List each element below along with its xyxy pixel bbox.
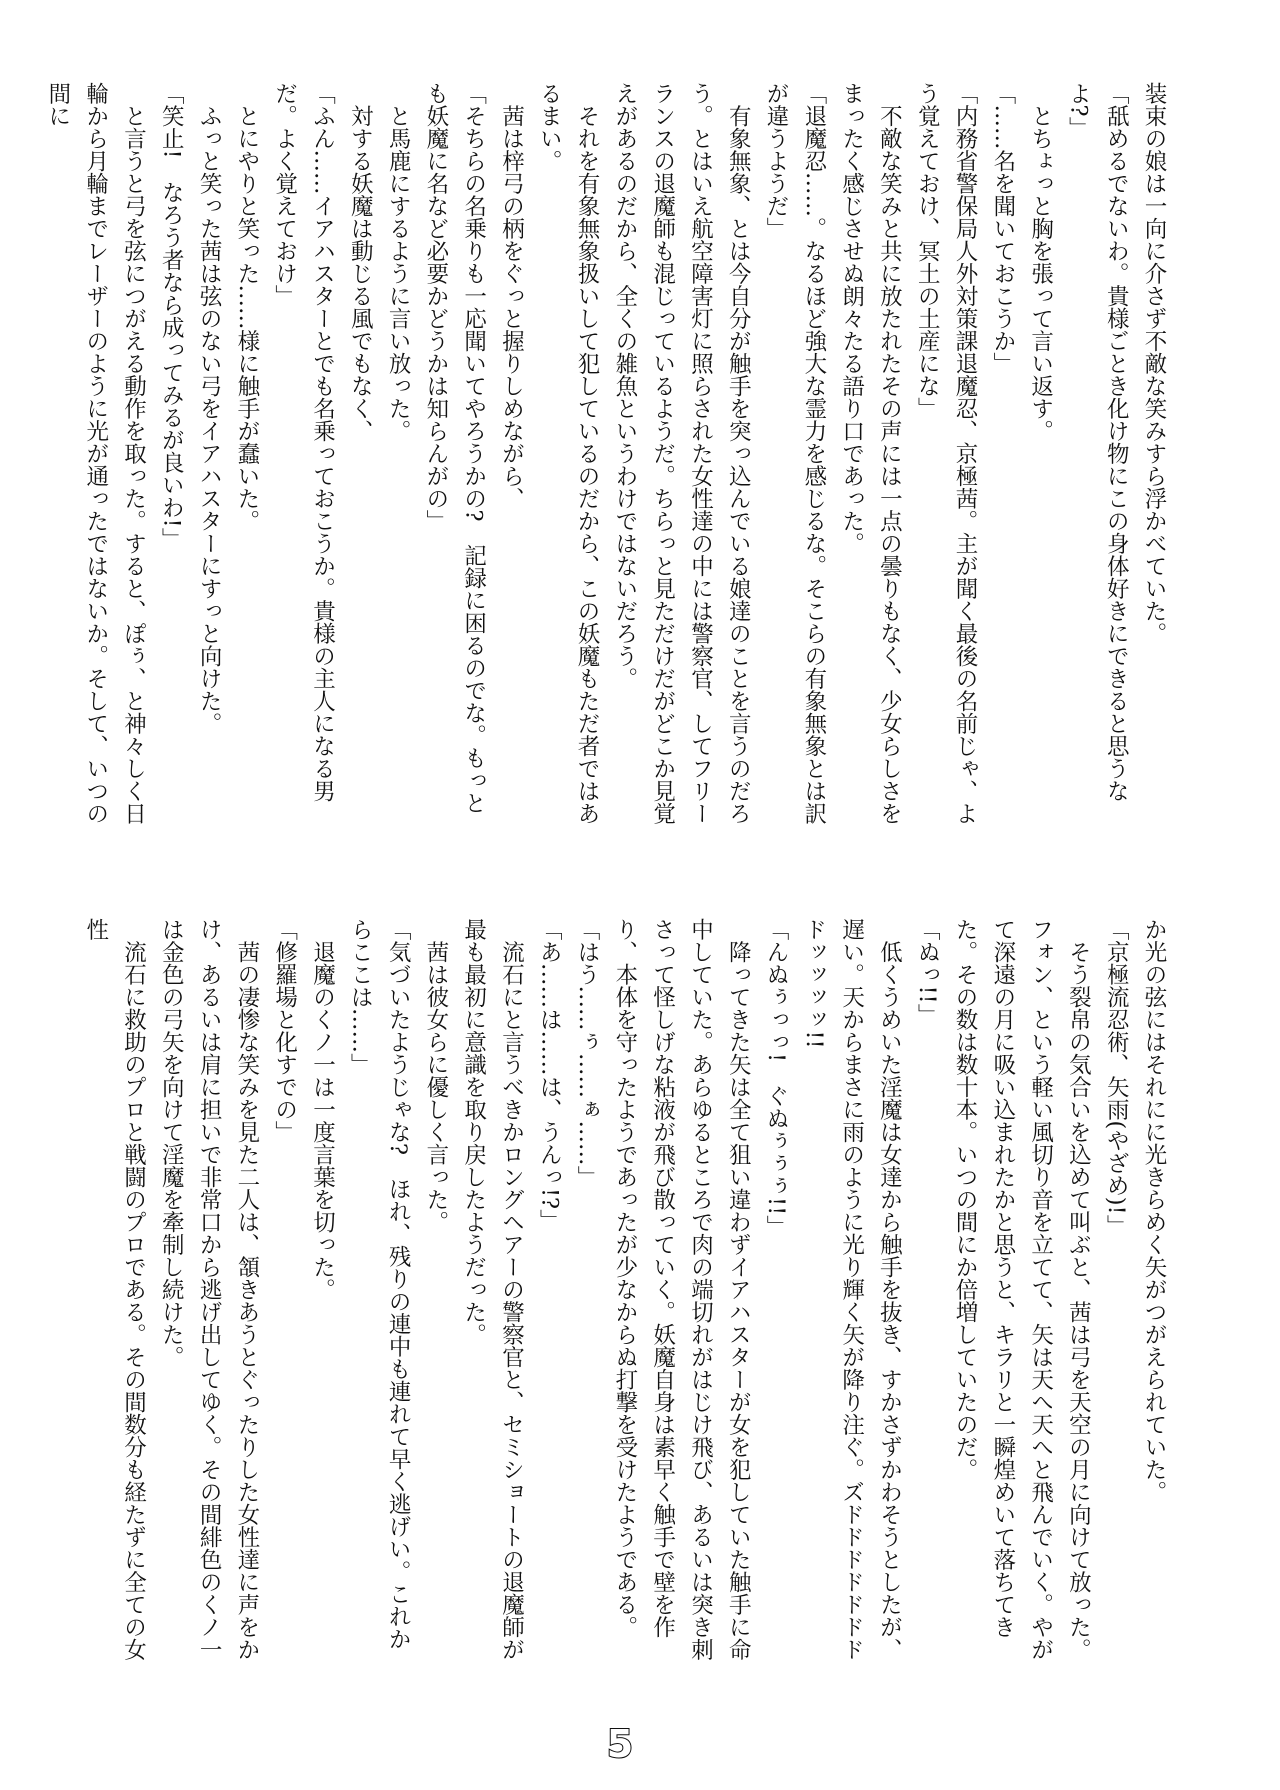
page-number: 5 <box>606 1722 634 1766</box>
upper-text-block: 装束の娘は一向に介さず不敵な笑みすら浮かべていた。 「舐めるでないわ。貴様ごとき化け物にこの身体好きにできると思うなよ?」 とちょっと胸を張って言い返す。 「……名を聞いておこうか」 「内務省警保局人外対策課退魔忍、京極茜。主が聞く最後の名前じゃ、よう覚えておけ、冥土の土産にな」 不敵な笑みと共に放たれたその声には一点の曇りもなく、少女らしさをまったく感じさせぬ朗々たる語り口であった。 「退魔忍……。なるほど強大な霊力を感じるな。そこらの有象無象とは訳が違うようだ」 有象無象、とは今自分が触手を突っ込んでいる娘達のことを言うのだろう。とはいえ航空障害灯に照らされた女性達の中には警察官、してフリーランスの退魔師も混じっているようだ。ちらっと見ただけだがどこか見覚えがあるのだから、全くの雑魚というわけではないだろう。 それを有象無象扱いして犯しているのだから、この妖魔もただ者ではあるまい。 茜は梓弓の柄をぐっと握りしめながら、 「そちらの名乗りも一応聞いてやろうかの? 記録に困るのでな。もっとも妖魔に名など必要かどうかは知らんがの」 と馬鹿にするように言い放った。 対する妖魔は動じる風でもなく、 「ふん……イアハスターとでも名乗っておこうか。貴様の主人になる男だ。よく覚えておけ」 とにやりと笑った……様に触手が蠢いた。 ふっと笑った茜は弦のない弓をイアハスターにすっと向けた。 「笑止! なろう者なら成ってみるが良いわ!」 と言うと弓を弦につがえる動作を取った。すると、ぽぅ、と神々しく日輪から月輪までレーザーのように光が通ったではないか。そして、いつの間に <box>44 82 1167 825</box>
lower-text-block: か光の弦にはそれにに光きらめく矢がつがえられていた。 「京極流忍術、矢雨(やざめ)!」 そう裂帛の気合いを込めて叫ぶと、茜は弓を天空の月に向けて放った。フォン、という軽い風切り音を立てて、矢は天へ天へと飛んでいく。やがて深遠の月に吸い込まれたかと思うと、キラリと一瞬煌めいて落ちてきた。その数は数十本。いつの間にか倍増していたのだ。 「ぬっ!!」 低くうめいた淫魔は女達から触手を抜き、すかさずかわそうとしたが、遅い。天からまさに雨のように光り輝く矢が降り注ぐ。ズドドドドドドドドッッッッ!! 「んぬぅっっ! ぐぬぅぅぅ!!」 降ってきた矢は全て狙い違わずイアハスターが女を犯していた触手に命中していた。あらゆるところで肉の端切れがはじけ飛び、あるいは突き刺さって怪しげな粘液が飛び散っていく。妖魔自身は素早く触手で壁を作り、本体を守ったようであったが少なからぬ打撃を受けたようである。 「はう……ぅ……ぁ……」 「あ……は……は、うんっ!?」 流石にと言うべきかロングヘアーの警察官と、セミショートの退魔師が最も最初に意識を取り戻したようだった。 茜は彼女らに優しく言った。 「気づいたようじゃな? ほれ、残りの連中も連れて早く逃げい。これからここは……」 退魔のくノ一は一度言葉を切った。 「修羅場と化すでの」 茜の凄惨な笑みを見た二人は、頷きあうとぐったりした女性達に声をかけ、あるいは肩に担いで非常口から逃げ出してゆく。その間緋色のくノ一は金色の弓矢を向けて淫魔を牽制し続けた。 流石に救助のプロと戦闘のプロである。その間数分も経たずに全ての女性 <box>82 918 1167 1661</box>
